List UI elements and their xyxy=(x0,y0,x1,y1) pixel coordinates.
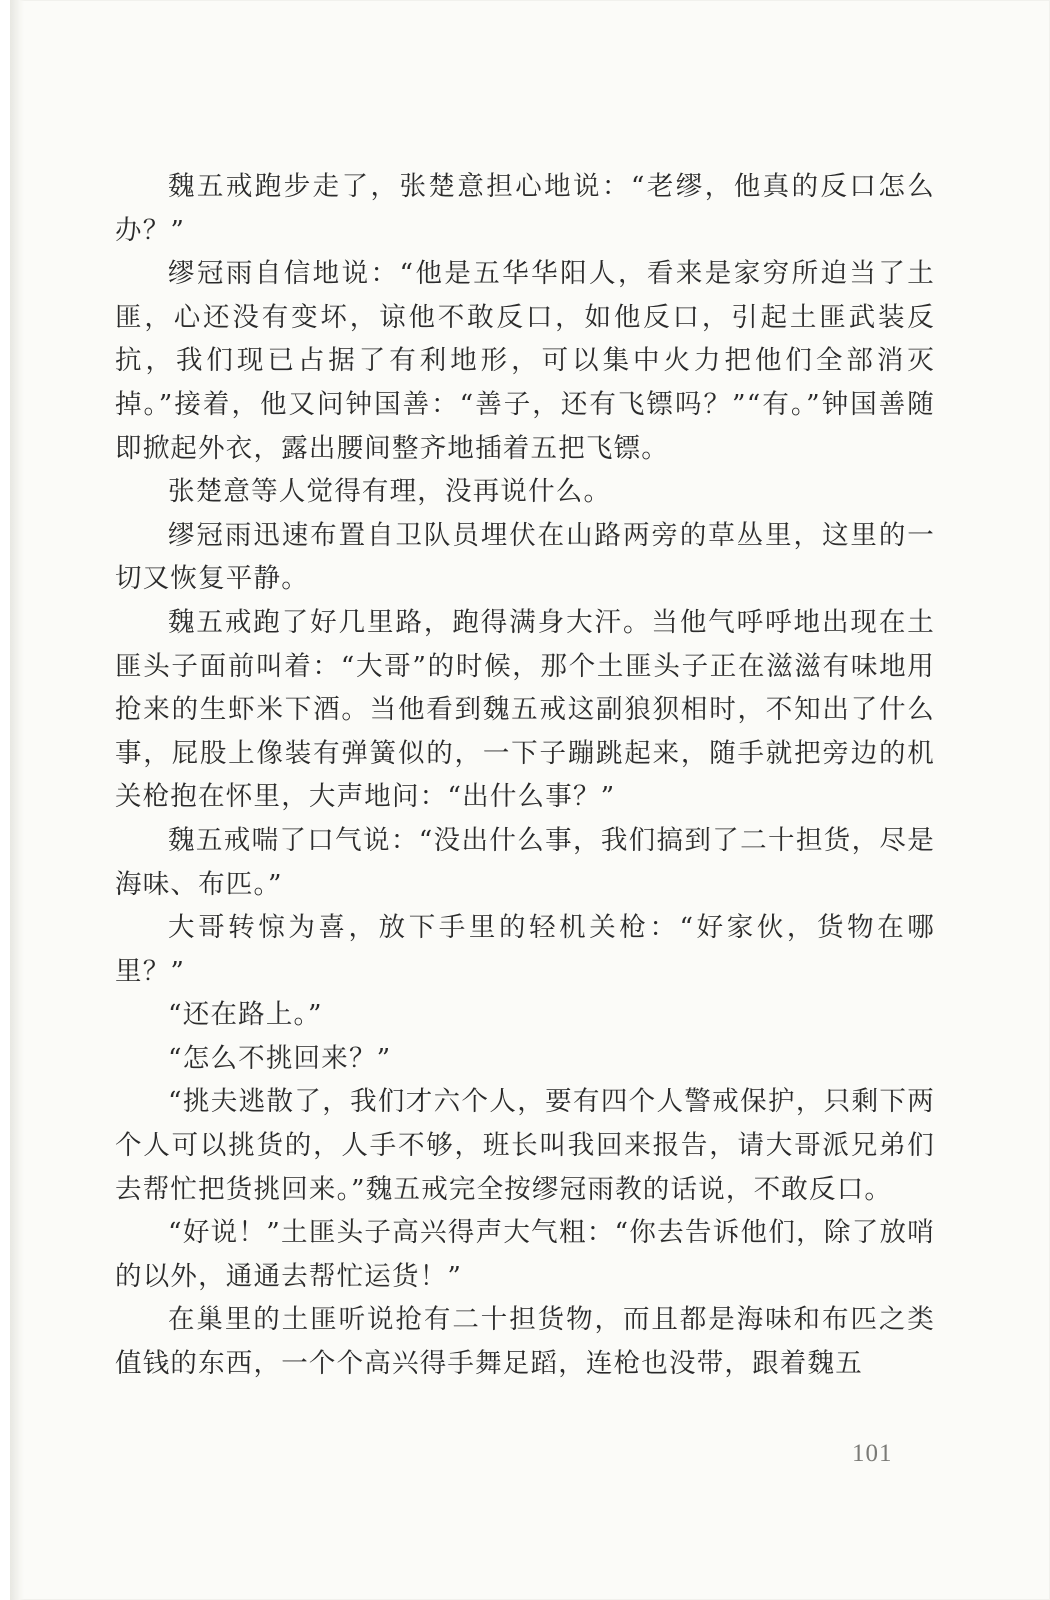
paragraph: “挑夫逃散了，我们才六个人，要有四个人警戒保护，只剩下两个人可以挑货的，人手不够，班长叫我回来报告，请大哥派兄弟们去帮忙把货挑回来。”魏五戒完全按缪冠雨教的话说，不敢反口。 xyxy=(115,1086,935,1205)
paragraph: 张楚意等人觉得有理，没再说什么。 xyxy=(168,476,612,508)
paragraph: 大哥转惊为喜，放下手里的轻机关枪：“好家伙，货物在哪里？” xyxy=(115,912,935,987)
paragraph: 在巢里的土匪听说抢有二十担货物，而且都是海味和布匹之类值钱的东西，一个个高兴得手舞足蹈，连枪也没带，跟着魏五 xyxy=(115,1304,935,1380)
book-page xyxy=(10,0,1050,1600)
paragraph: 魏五戒喘了口气说：“没出什么事，我们搞到了二十担货，尽是海味、布匹。” xyxy=(115,824,935,900)
body-text xyxy=(115,165,935,1386)
page-number: 101 xyxy=(852,1440,893,1467)
page-edge-shadow xyxy=(10,0,24,1600)
paragraph: 魏五戒跑步走了，张楚意担心地说：“老缪，他真的反口怎么办？” xyxy=(115,171,935,246)
paragraph: 缪冠雨自信地说：“他是五华华阳人，看来是家穷所迫当了土匪，心还没有变坏，谅他不敢反口，如他反口，引起土匪武装反抗，我们现已占据了有利地形，可以集中火力把他们全部消灭掉。”接着，他又问钟国善：“善子，还有飞镖吗？”“有。”钟国善随即掀起外衣，露出腰间整齐地插着五把飞镖。 xyxy=(115,258,935,464)
paragraph: 缪冠雨迅速布置自卫队员埋伏在山路两旁的草丛里，这里的一切又恢复平静。 xyxy=(115,519,935,595)
paragraph: “怎么不挑回来？” xyxy=(168,1042,392,1074)
paragraph: 魏五戒跑了好几里路，跑得满身大汗。当他气呼呼地出现在土匪头子面前叫着：“大哥”的时候，那个土匪头子正在滋滋有味地用抢来的生虾米下酒。当他看到魏五戒这副狼狈相时，不知出了什么事，屁股上像装有弹簧似的，一下子蹦跳起来，随手就把旁边的机关枪抱在怀里，大声地问：“出什么事？” xyxy=(115,606,935,813)
paragraph: “还在路上。” xyxy=(168,999,323,1031)
paragraph: “好说！”土匪头子高兴得声大气粗：“你去告诉他们，除了放哨的以外，通通去帮忙运货！” xyxy=(115,1217,935,1292)
